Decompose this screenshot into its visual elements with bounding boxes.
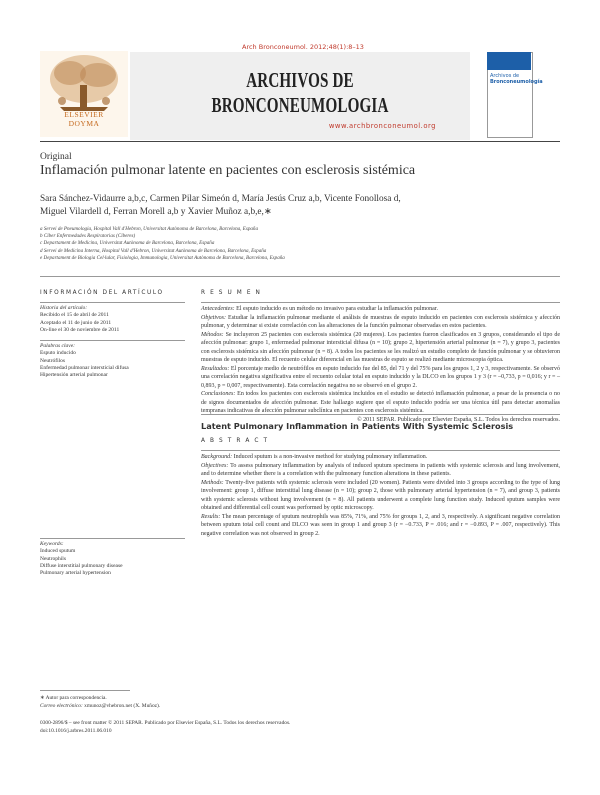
corresponding-footnote: ∗ Autor para correspondencia. Correo electrónico: xmunoz@vhebron.net (X. Muñoz). [40,695,161,709]
article-section-label: Original [40,152,72,162]
keywords-es: Palabras clave: Esputo inducido Neutrófilos Enfermedad pulmonar intersticial difusa Hipertensión arterial pulmonar [40,343,185,379]
affiliation-list [40,226,560,262]
resumen-heading: R E S U M E N [201,290,262,296]
section-divider [40,276,560,277]
keyword-item: Neutrophils [40,555,66,562]
journal-url-link[interactable]: www.archbronconeumol.org [328,122,436,130]
keyword-item: Enfermedad pulmonar intersticial difusa [40,364,129,371]
publisher-line2: DOYMA [68,118,100,128]
journal-title: ARCHIVOS DE BRONCONEUMOLOGIA [211,68,389,117]
front-matter: 0300-2896/$ – see front matter © 2011 SEPAR. Publicado por Elsevier España, S.L. Todos los derechos reservados. doi:10.1016/j.arbres.2011.06.010 [40,720,291,734]
authors-line1: Sara Sánchez-Vidaurre a,b,c, Carmen Pilar Simeón d, María Jesús Cruz a,b, Vicente Fonollosa d, [40,194,401,204]
journal-citation: Arch Bronconeumol. 2012;48(1):8–13 [242,43,364,51]
article-history: Historia del artículo: Recibido el 15 de abril de 2011 Aceptado el 11 de junio de 2011 On-line el 30 de noviembre de 2011 [40,305,120,333]
authors-line2: Miguel Vilardell d, Ferran Morell a,b y Xavier Muñoz a,b,e,∗ [40,206,272,217]
info-divider [40,340,185,341]
keywords-en: Keywords: Induced sputum Neutrophils Diffuse interstitial pulmonary disease Pulmonary arterial hypertension [40,541,185,577]
affiliation-item: d Servei de Medicina Interna, Hospital Vall d'Hebron, Universitat Autònoma de Barcelona, Barcelona, España [40,247,267,254]
keyword-item: Hipertensión arterial pulmonar [40,372,108,379]
abstract-divider [201,450,560,451]
author-list [40,193,560,218]
keyword-item: Esputo inducido [40,350,76,357]
affiliation-item: a Servei de Pneumologia, Hospital Vall d'Hebron, Universitat Autònoma de Barcelona, Barcelona, España [40,226,259,232]
header-divider [40,141,560,142]
info-divider [40,302,185,303]
abstract-heading: A B S T R A C T [201,438,269,444]
resumen-body: Antecedentes: El esputo inducido es un método no invasivo para estudiar la inflamación pulmonar. Objetivos: Estudiar la inflamación pulmonar mediante el análisis de muestras de esputo inducido en pacientes con esclerosis sistémica y afección pulmonar, y determinar si existe correlación con las alteraciones de la función pulmonar observadas en estos pacientes. Métodos: Se incluyeron 25 pacientes con esclerosis sistémica (20 mujeres). Los pacientes fueron clasificados en 3 grupos, considerando el tipo de afección pulmonar: grupo 1, enfermedad pulmonar intersticial difusa (n = 10); grupo 2, hipertensión arterial pulmonar (n = 7), y grupo 3, pacientes con esclerosis sistémica sin afección pulmonar (n = 8). A todos los pacientes se les realizó un estudio completo de función pulmonar y se obtuvieron muestras de esputo inducido. El recuento celular diferencial en las muestras de esputo se realizó mediante microscopia óptica. Resultados: El porcentaje medio de neutrófilos en esputo inducido fue del 85, del 71 y del 75% para los grupos 1, 2 y 3, respectivamente. Se observó una correlación negativa significativa entre el recuento celular total en esputo inducido y la DLCO en los grupos 1 y 3 (r = –0,733, p = 0,016; y r = –0,893, p = 0,007, respectivamente). Esta correlación negativa no se observó en el grupo 2. Conclusiones: En todos los pacientes con esclerosis sistémica incluidos en el estudio se detectó inflamación pulmonar, a pesar de la presencia o no de signos documentados de afección pulmonar. Este hallazgo sugiere que el esputo inducido podría ser una técnica útil para detectar anomalías tempranas indicativas de afección pulmonar subclínica en pacientes con esclerosis sistémica. © 2011 SEPAR. Publicado por Elsevier España, S.L. Todos los derechos reservados. [201,306,560,423]
doi-link[interactable]: doi:10.1016/j.arbres.2011.06.010 [40,727,112,734]
keyword-item: Diffuse interstitial pulmonary disease [40,562,123,569]
keywords-divider [40,538,185,539]
keyword-item: Neutrófilos [40,357,66,364]
journal-cover-band [487,52,531,70]
footnote-divider [40,690,130,691]
author-email-link[interactable]: xmunoz@vhebron.net (X. Muñoz). [84,702,161,709]
keyword-item: Pulmonary arterial hypertension [40,570,111,577]
keyword-item: Induced sputum [40,548,76,555]
affiliation-item: c Departament de Medicina, Universitat Autònoma de Barcelona, Barcelona, España [40,240,215,247]
abstract-body: Background: Induced sputum is a non-invasive method for studying pulmonary inflammation. Objectives: To assess pulmonary inflammation by analysis of induced sputum specimens in patients with systemic sclerosis and lung involvement, and to determine whether there is a correlation with the pulmonary function alterations in these patients. Methods: Twenty-five patients with systemic sclerosis were included (20 women). Patients were divided into 3 groups according to the type of lung involvement: group 1, diffuse interstitial lung disease (n = 10); group 2, those with pulmonary arterial hypertension (n = 7), and group 3, patients with systemic sclerosis without lung involvement (n = 8). All patients underwent a complete lung function study. Induced sputum samples were obtained and differential cell count was performed by optic microscopy. Results: The mean percentage of sputum neutrophils was 85%, 71%, and 75% for groups 1, 2, and 3, respectively. A significant negative correlation between sputum total cell count and DLCO was seen in group 1 and group 3 (r = −0.733, P = .016; and r = −0.893, P = .007, respectively). This negative correlation was not observed in group 2. [201,454,560,537]
resumen-divider [201,302,560,303]
article-info-heading: INFORMACIÓN DEL ARTÍCULO [40,290,164,296]
article-title: Inflamación pulmonar latente en pacientes con esclerosis sistémica [40,163,416,178]
publisher-line1: ELSEVIER [64,110,104,119]
english-title: Latent Pulmonary Inflammation in Patients With Systemic Sclerosis [201,421,514,431]
copyright-notice: © 2011 SEPAR. Publicado por Elsevier España, S.L. Todos los derechos reservados. [357,416,560,423]
publisher-name [40,111,128,128]
journal-cover-title: Archivos de Bronconeumología [490,73,543,85]
affiliation-item: e Departament de Biologia Cel·lular, Fisiologia, Immunologia, Universitat Autònoma de Barcelona, Barcelona, España [40,254,285,261]
affiliation-item: b Ciber Enfermedades Respiratorias (Ciberes) [40,233,136,240]
section-divider [201,414,560,415]
